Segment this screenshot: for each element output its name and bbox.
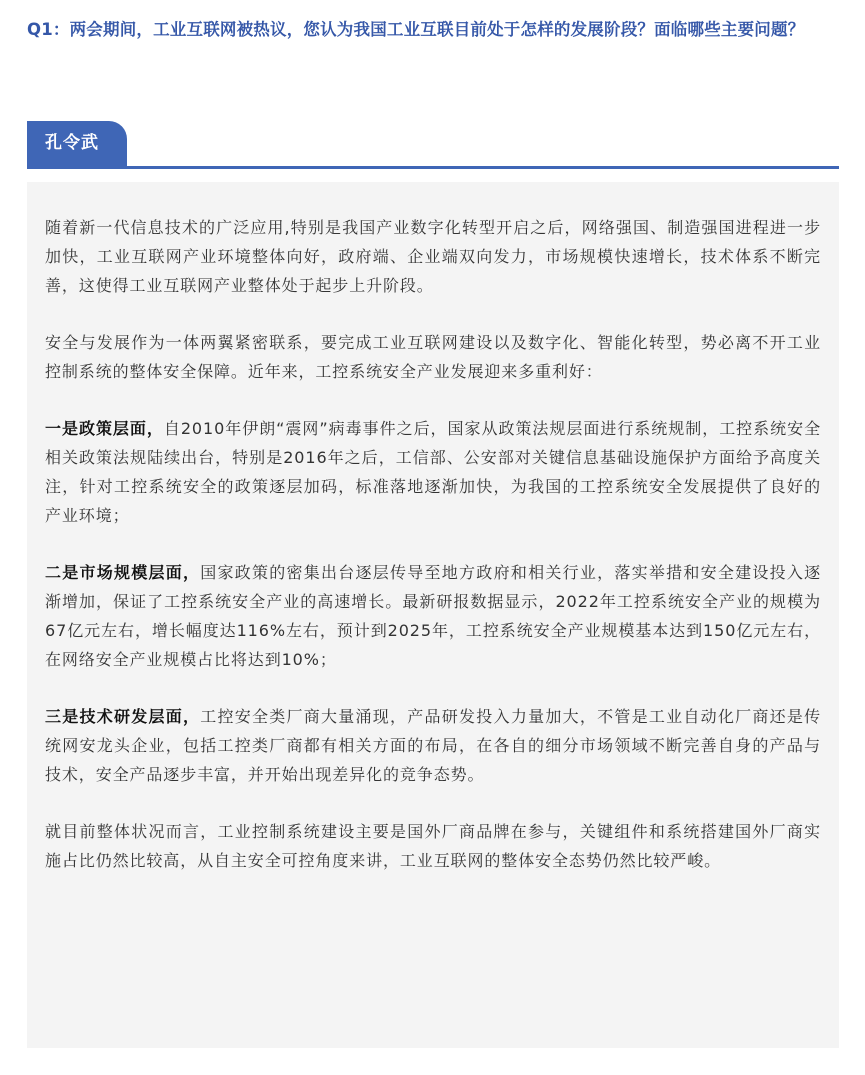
paragraph-text: 安全与发展作为一体两翼紧密联系，要完成工业互联网建设以及数字化、智能化转型，势必离不开工业控制系统的整体安全保障。近年来，工控系统安全产业发展迎来多重利好： xyxy=(45,333,821,381)
paragraph-text: 就目前整体状况而言，工业控制系统建设主要是国外厂商品牌在参与，关键组件和系统搭建国外厂商实施占比仍然比较高，从自主安全可控角度来讲，工业互联网的整体安全态势仍然比较严峻。 xyxy=(45,822,821,870)
answer-paragraph-market xyxy=(45,558,821,674)
answer-panel xyxy=(27,182,839,1048)
answer-paragraph-intro xyxy=(45,213,821,300)
speaker-name-tab: 孔令武 xyxy=(27,121,127,166)
paragraph-lead: 一是政策层面， xyxy=(45,419,164,438)
paragraph-lead: 二是市场规模层面， xyxy=(45,563,201,582)
speaker-header xyxy=(27,121,839,169)
paragraph-lead: 三是技术研发层面， xyxy=(45,707,201,726)
answer-paragraph-technology xyxy=(45,702,821,789)
speaker-divider-line xyxy=(27,166,839,169)
paragraph-text: 工控安全类厂商大量涌现，产品研发投入力量加大，不管是工业自动化厂商还是传统网安龙头企业，包括工控类厂商都有相关方面的布局，在各自的细分市场领域不断完善自身的产品与技术，安全产品逐步丰富，并开始出现差异化的竞争态势。 xyxy=(45,707,821,784)
question-heading: Q1：两会期间，工业互联网被热议，您认为我国工业互联目前处于怎样的发展阶段？面临哪些主要问题？ xyxy=(27,20,805,39)
paragraph-text: 随着新一代信息技术的广泛应用,特别是我国产业数字化转型开启之后，网络强国、制造强国进程进一步加快，工业互联网产业环境整体向好，政府端、企业端双向发力，市场规模快速增长，技术体系不断完善，这使得工业互联网产业整体处于起步上升阶段。 xyxy=(45,218,821,295)
paragraph-text: 国家政策的密集出台逐层传导至地方政府和相关行业，落实举措和安全建设投入逐渐增加，保证了工控系统安全产业的高速增长。最新研报数据显示，2022年工控系统安全产业的规模为67亿元左右，增长幅度达116%左右，预计到2025年，工控系统安全产业规模基本达到150亿元左右，在网络安全产业规模占比将达到10%； xyxy=(45,563,821,669)
paragraph-text: 自2010年伊朗“震网”病毒事件之后，国家从政策法规层面进行系统规制，工控系统安全相关政策法规陆续出台，特别是2016年之后，工信部、公安部对关键信息基础设施保护方面给予高度关注，针对工控系统安全的政策逐层加码，标准落地逐渐加快，为我国的工控系统安全发展提供了良好的产业环境； xyxy=(45,419,821,525)
answer-paragraph-security xyxy=(45,328,821,386)
answer-paragraph-policy xyxy=(45,414,821,530)
answer-paragraph-conclusion xyxy=(45,817,821,875)
